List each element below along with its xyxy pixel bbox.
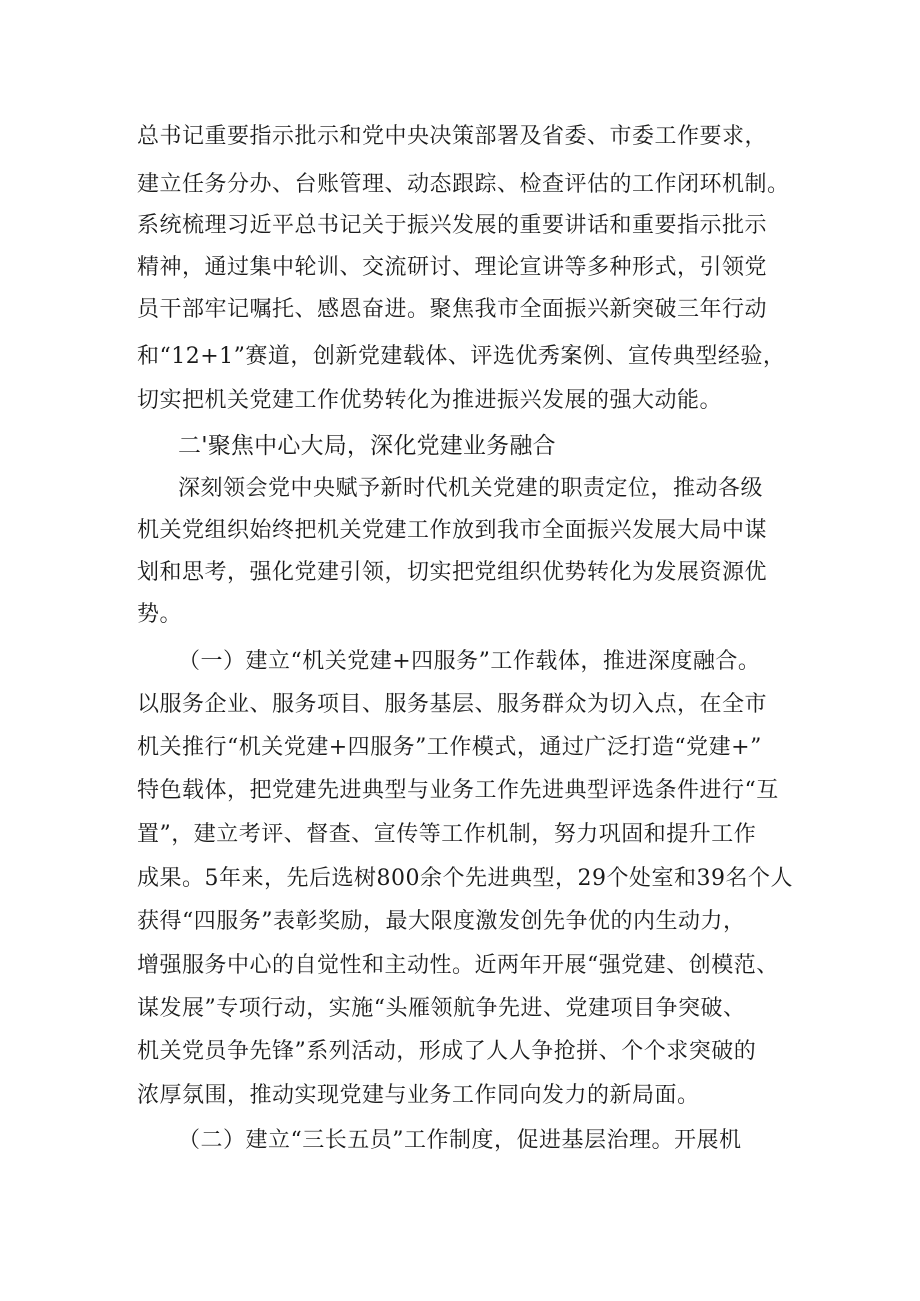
body-line-3: 系统梳理习近平总书记关于振兴发展的重要讲话和重要指示批示	[137, 213, 768, 238]
body-line-16: 成果。5年来，先后选树800余个先进典型，29个处室和39名个人	[137, 866, 793, 891]
body-line-19: 谋发展”专项行动，实施“头雁领航争先进、党建项目争突破、	[137, 996, 746, 1021]
body-line-8: 深刻领会党中央赋予新时代机关党建的职责定位，推动各级	[178, 476, 764, 501]
body-line-17: 获得“四服务”表彰奖励，最大限度激发创先争优的内生动力，	[137, 909, 746, 934]
body-line-20: 机关党员争先锋”系列活动，形成了人人争抢拼、个个求突破的	[137, 1039, 757, 1064]
body-line-10: 划和思考，强化党建引领，切实把党组织优势转化为发展资源优	[137, 560, 768, 585]
body-line-11: 势。	[137, 602, 183, 627]
body-line-2: 建立任务分办、台账管理、动态跟踪、检查评估的工作闭环机制。	[137, 172, 790, 197]
body-line-5: 员干部牢记嘱托、感恩奋进。聚焦我市全面振兴新突破三年行动	[137, 297, 768, 322]
subsection-heading-1: （一）建立“机关党建+四服务”工作载体，推进深度融合。	[178, 649, 761, 674]
body-line-21: 浓厚氛围，推动实现党建与业务工作同向发力的新局面。	[137, 1083, 700, 1108]
body-line-12: 以服务企业、服务项目、服务基层、服务群众为切入点，在全市	[137, 692, 768, 717]
body-line-9: 机关党组织始终把机关党建工作放到我市全面振兴发展大局中谋	[137, 518, 768, 543]
body-line-7: 切实把机关党建工作优势转化为推进振兴发展的强大动能。	[137, 388, 723, 413]
body-line-13: 机关推行“机关党建+四服务”工作模式，通过广泛打造“党建+”	[137, 735, 762, 760]
body-line-4: 精神，通过集中轮训、交流研讨、理论宣讲等多种形式，引领党	[137, 255, 768, 280]
subsection-heading-2: （二）建立“三长五员”工作制度，促进基层治理。开展机	[178, 1128, 742, 1153]
body-line-15: 置”，建立考评、督查、宣传等工作机制，努力巩固和提升工作	[137, 822, 757, 847]
body-line-6: 和“12+1”赛道，创新党建载体、评选优秀案例、宣传典型经验，	[137, 344, 786, 369]
body-line-14: 特色载体，把党建先进典型与业务工作先进典型评选条件进行“互	[137, 778, 779, 803]
section-heading: 二'聚焦中心大局，深化党建业务融合	[178, 433, 556, 459]
body-line-1: 总书记重要指示批示和党中央决策部署及省委、市委工作要求，	[137, 124, 768, 149]
body-line-18: 增强服务中心的自觉性和主动性。近两年开展“强党建、创模范、	[137, 953, 779, 978]
